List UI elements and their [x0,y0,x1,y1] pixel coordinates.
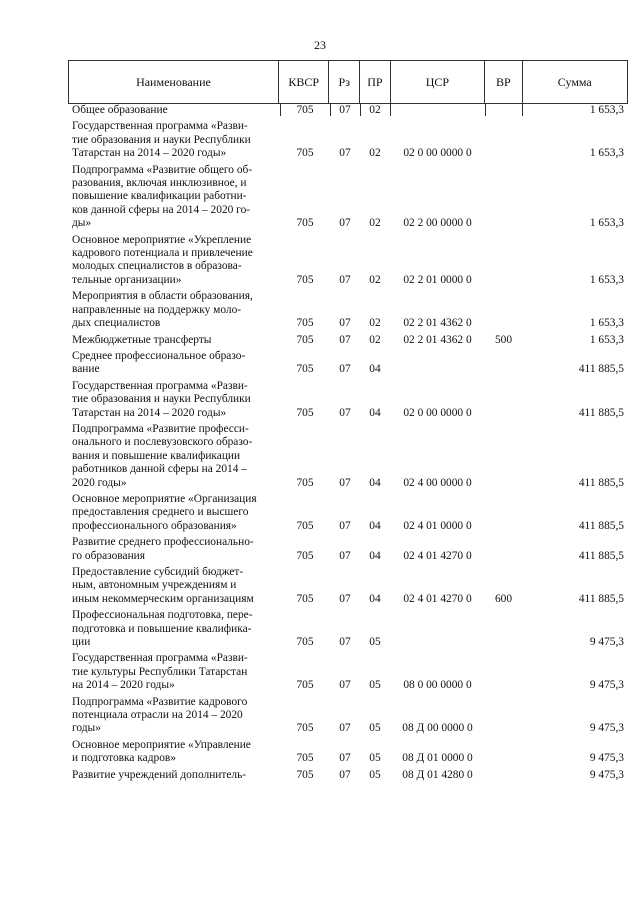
row-name [68,696,280,736]
row-name-line: Основное мероприятие «Организация [72,492,257,505]
row-vr: 600 [494,592,513,605]
row-rz: 07 [339,636,351,649]
table-row [68,334,628,347]
table-row [68,739,628,766]
row-name-line: вания и повышение квалификации [72,449,241,462]
row-csr: 02 0 00 0000 0 [403,147,472,160]
row-name-line: Государственная программа «Разви- [72,379,248,392]
row-rz: 07 [339,273,351,286]
row-csr: 02 4 00 0000 0 [403,476,472,489]
row-name-line: работников данной сферы на 2014 – [72,463,247,476]
row-kvsr: 705 [296,679,314,692]
row-kvsr: 705 [296,636,314,649]
row-rz: 07 [339,752,351,765]
header-pr: ПР [360,61,391,104]
row-name-line: потенциала отрасли на 2014 – 2020 [72,709,243,722]
row-pr: 02 [369,333,381,346]
row-rz: 07 [339,406,351,419]
row-rz: 07 [339,317,351,330]
row-kvsr: 705 [296,147,314,160]
table-row [68,652,628,692]
row-name-line: разования, включая инклюзивное, и [72,177,247,190]
table-row [68,609,628,649]
row-pr: 02 [369,217,381,230]
row-pr: 02 [369,104,381,116]
row-sum: 411 885,5 [578,406,624,419]
row-pr: 04 [369,549,381,562]
row-csr: 02 4 01 0000 0 [403,519,472,532]
row-name [68,739,280,766]
table-row [68,536,628,563]
row-name-line: Татарстан на 2014 – 2020 годы» [72,406,227,419]
row-pr: 05 [369,636,381,649]
row-name-line: Мероприятия в области образования, [72,290,253,303]
row-kvsr: 705 [296,317,314,330]
row-rz: 07 [339,679,351,692]
row-name-line: на 2014 – 2020 годы» [72,679,175,692]
row-csr: 02 4 01 4270 0 [403,592,472,605]
row-name-line: Общее образование [72,104,168,116]
row-name [68,493,280,533]
row-rz: 07 [339,592,351,605]
row-name-line: профессионального образования» [72,519,237,532]
row-pr: 05 [369,752,381,765]
row-rz: 07 [339,768,351,781]
row-name-line: ды» [72,217,92,230]
row-name-line: Профессиональная подготовка, пере- [72,609,253,622]
table-row [68,104,628,117]
row-pr: 04 [369,592,381,605]
row-name [68,652,280,692]
row-pr: 04 [369,406,381,419]
row-kvsr: 705 [296,768,314,781]
row-sum: 1 653,3 [589,147,624,160]
row-sum: 1 653,3 [589,273,624,286]
row-csr: 08 0 00 0000 0 [403,679,472,692]
row-name-line: Государственная программа «Разви- [72,120,248,133]
row-name-line: Основное мероприятие «Укрепление [72,233,252,246]
row-name [68,423,280,490]
row-kvsr: 705 [296,519,314,532]
row-name-line: молодых специалистов в образова- [72,260,242,273]
row-kvsr: 705 [296,217,314,230]
row-sum: 411 885,5 [578,363,624,376]
table-row [68,566,628,606]
table-row [68,696,628,736]
row-csr: 02 2 01 4362 0 [403,317,472,330]
row-rz: 07 [339,722,351,735]
row-name-line: предоставления среднего и высшего [72,506,249,519]
row-rz: 07 [339,519,351,532]
row-pr: 04 [369,519,381,532]
row-name [68,350,280,377]
row-name [68,334,280,347]
row-rz: 07 [339,217,351,230]
row-rz: 07 [339,476,351,489]
row-name-line: иным некоммерческим организациям [72,592,254,605]
row-csr: 08 Д 01 0000 0 [402,752,473,765]
row-kvsr: 705 [296,333,314,346]
table-row [68,164,628,231]
row-name-line: онального и послевузовского образо- [72,436,253,449]
row-pr: 05 [369,722,381,735]
table-row [68,769,628,782]
row-name [68,164,280,231]
row-csr: 02 2 01 4362 0 [403,333,472,346]
row-pr: 04 [369,476,381,489]
row-kvsr: 705 [296,752,314,765]
row-sum: 9 475,3 [589,722,624,735]
row-name-line: подготовка и повышение квалифика- [72,622,252,635]
row-rz: 07 [339,147,351,160]
row-csr: 08 Д 01 4280 0 [402,768,473,781]
header-csr: ЦСР [390,61,484,104]
header-sum: Сумма [522,61,627,104]
row-name-line: Государственная программа «Разви- [72,652,248,665]
row-name-line: го образования [72,549,146,562]
row-kvsr: 705 [296,104,314,116]
row-vr: 500 [494,333,513,346]
row-name [68,104,280,117]
table-row [68,493,628,533]
table-row [68,234,628,288]
header-vr: ВР [485,61,522,104]
row-csr: 02 4 01 4270 0 [403,549,472,562]
row-sum: 411 885,5 [578,519,624,532]
row-name-line: годы» [72,722,101,735]
row-name-line: Среднее профессиональное образо- [72,349,246,362]
row-pr: 02 [369,317,381,330]
table-body [68,104,628,785]
row-sum: 9 475,3 [589,768,624,781]
row-name-line: кадрового потенциала и привлечение [72,247,253,260]
row-csr: 08 Д 00 0000 0 [402,722,473,735]
row-name-line: тельные организации» [72,273,182,286]
row-pr: 02 [369,273,381,286]
row-name [68,566,280,606]
table-header [68,60,628,104]
table-row [68,350,628,377]
table-row [68,120,628,160]
row-name-line: Предоставление субсидий бюджет- [72,566,244,578]
row-sum: 411 885,5 [578,549,624,562]
table-row [68,423,628,490]
row-name-line: ков данной сферы на 2014 – 2020 го- [72,203,251,216]
row-pr: 05 [369,679,381,692]
row-name-line: Развитие среднего профессионально- [72,536,254,549]
row-kvsr: 705 [296,476,314,489]
row-name-line: Основное мероприятие «Управление [72,738,251,751]
header-rz: Рз [329,61,360,104]
row-kvsr: 705 [296,406,314,419]
row-rz: 07 [339,104,351,116]
row-kvsr: 705 [296,722,314,735]
row-name-line: Развитие учреждений дополнитель- [72,768,247,781]
row-kvsr: 705 [296,273,314,286]
row-name-line: вание [72,363,100,376]
row-name-line: и подготовка кадров» [72,752,176,765]
row-sum: 411 885,5 [578,476,624,489]
row-name-line: Подпрограмма «Развитие професси- [72,422,249,435]
header-name: Наименование [69,61,279,104]
header-kvsr: КВСР [278,61,329,104]
row-rz: 07 [339,333,351,346]
row-name-line: тие образования и науки Республики [72,393,251,406]
row-rz: 07 [339,363,351,376]
row-pr: 04 [369,363,381,376]
row-name-line: Межбюджетные трансферты [72,333,212,346]
row-kvsr: 705 [296,592,314,605]
row-sum: 1 653,3 [589,333,624,346]
row-pr: 05 [369,768,381,781]
row-name-line: 2020 годы» [72,476,127,489]
row-sum: 9 475,3 [589,636,624,649]
row-name-line: направленные на поддержку моло- [72,303,242,316]
row-pr: 02 [369,147,381,160]
row-sum: 1 653,3 [589,217,624,230]
row-sum: 9 475,3 [589,679,624,692]
row-csr: 02 2 00 0000 0 [403,217,472,230]
row-name-line: тие культуры Республики Татарстан [72,665,248,678]
row-rz: 07 [339,549,351,562]
row-csr: 02 0 00 0000 0 [403,406,472,419]
row-name [68,380,280,420]
row-name-line: дых специалистов [72,317,161,330]
row-kvsr: 705 [296,363,314,376]
row-name [68,536,280,563]
row-kvsr: 705 [296,549,314,562]
row-sum: 1 653,3 [589,104,624,116]
row-name-line: Подпрограмма «Развитие кадрового [72,695,248,708]
row-name [68,609,280,649]
row-name [68,120,280,160]
row-name [68,290,280,330]
row-csr: 02 2 01 0000 0 [403,273,472,286]
row-name-line: ным, автономным учреждениям и [72,579,237,592]
row-sum: 1 653,3 [589,317,624,330]
table-row [68,380,628,420]
table-row [68,290,628,330]
row-name-line: тие образования и науки Республики [72,133,251,146]
row-name-line: повышение квалификации работни- [72,190,247,203]
row-sum: 411 885,5 [578,592,624,605]
page-number: 23 [314,38,326,52]
row-name-line: Подпрограмма «Развитие общего об- [72,163,253,176]
row-sum: 9 475,3 [589,752,624,765]
row-name [68,769,280,782]
row-name [68,234,280,288]
row-name-line: Татарстан на 2014 – 2020 годы» [72,147,227,160]
row-name-line: ции [72,636,91,649]
